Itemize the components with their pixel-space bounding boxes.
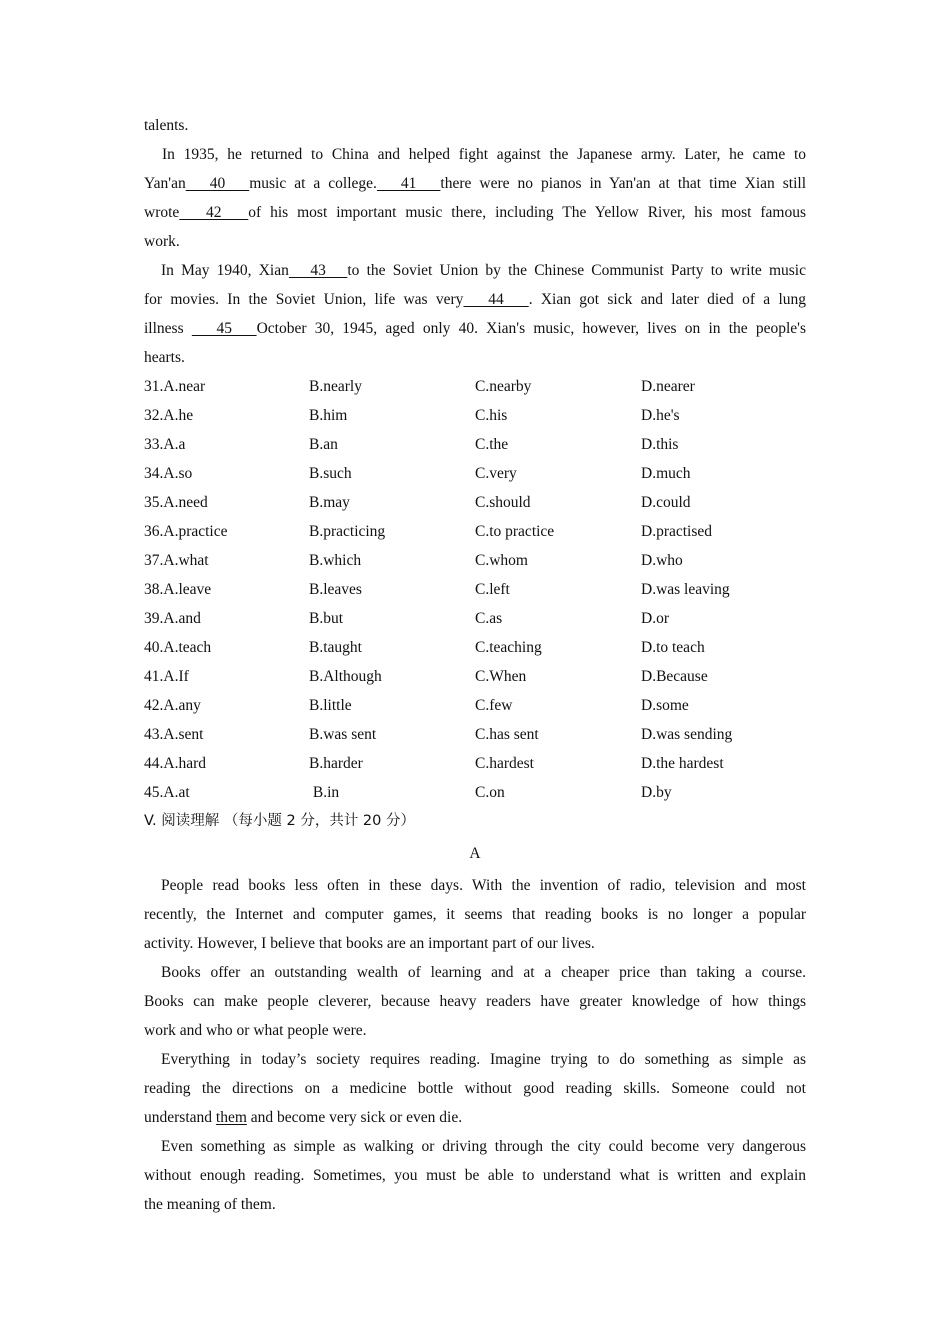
option-a: 43.A.sent bbox=[144, 726, 204, 743]
passage-line: reading the directions on a medicine bottle without good reading skills. Someone could not bbox=[144, 1080, 806, 1097]
option-a: 45.A.at bbox=[144, 784, 190, 801]
text-run: of his most important music there, including The Yellow River, his most famous bbox=[248, 204, 806, 221]
option-a: 44.A.hard bbox=[144, 755, 206, 772]
option-a: 31.A.near bbox=[144, 378, 206, 395]
option-row bbox=[144, 749, 806, 778]
passage-line: Books offer an outstanding wealth of learning and at a cheaper price than taking a course. bbox=[161, 964, 806, 981]
option-c: C.very bbox=[475, 465, 517, 482]
option-row bbox=[144, 401, 806, 430]
option-c: C.left bbox=[475, 581, 510, 598]
option-b: B.practicing bbox=[309, 523, 386, 540]
option-a: 33.A.a bbox=[144, 436, 186, 453]
option-b: B.an bbox=[309, 436, 338, 453]
passage-line: People read books less often in these days. With the invention of radio, television and most bbox=[161, 877, 806, 894]
text-run: wrote bbox=[144, 204, 180, 221]
passage-line bbox=[144, 285, 806, 314]
option-c: C.has sent bbox=[475, 726, 539, 743]
blank-42: 42 bbox=[179, 204, 249, 221]
option-d: D.Because bbox=[641, 668, 708, 685]
passage-label: A bbox=[469, 845, 481, 862]
option-d: D.this bbox=[641, 436, 679, 453]
text-run: music at a college. bbox=[249, 175, 377, 192]
option-c: C.to practice bbox=[475, 523, 555, 540]
option-row bbox=[144, 546, 806, 575]
text-run: understand bbox=[144, 1109, 216, 1126]
option-c: C.as bbox=[475, 610, 503, 627]
option-b: B.in bbox=[309, 784, 340, 801]
passage-line: activity. However, I believe that books are an important part of our lives. bbox=[144, 935, 595, 952]
text-run: October 30, 1945, aged only 40. Xian's music, however, lives on in the people's bbox=[256, 320, 807, 337]
option-row bbox=[144, 778, 806, 807]
option-a: 40.A.teach bbox=[144, 639, 212, 656]
option-b: B.harder bbox=[309, 755, 363, 772]
option-d: D.to teach bbox=[641, 639, 705, 656]
passage-line bbox=[144, 314, 806, 343]
option-b: B.leaves bbox=[309, 581, 362, 598]
text-run: to the Soviet Union by the Chinese Communist Party to write music bbox=[347, 262, 806, 279]
passage-line: talents. bbox=[144, 117, 189, 134]
option-row bbox=[144, 575, 806, 604]
option-c: C.should bbox=[475, 494, 531, 511]
option-b: B.Although bbox=[309, 668, 382, 685]
passage-line: work and who or what people were. bbox=[144, 1022, 367, 1039]
option-c: C.his bbox=[475, 407, 508, 424]
passage-line: Even something as simple as walking or driving through the city could become very dangerous bbox=[161, 1138, 806, 1155]
option-d: D.by bbox=[641, 784, 672, 801]
passage-line: recently, the Internet and computer games, it seems that reading books is no longer a popular bbox=[144, 906, 806, 923]
text-run: there were no pianos in Yan'an at that time Xian still bbox=[440, 175, 807, 192]
passage-line: hearts. bbox=[144, 349, 185, 366]
option-b: B.taught bbox=[309, 639, 362, 656]
text-run: and become very sick or even die. bbox=[246, 1109, 463, 1126]
option-b: B.was sent bbox=[309, 726, 377, 743]
passage-line: Books can make people cleverer, because heavy readers have greater knowledge of how things bbox=[144, 993, 806, 1010]
option-c: C.whom bbox=[475, 552, 528, 569]
passage-line: without enough reading. Sometimes, you must be able to understand what is written and explain bbox=[144, 1167, 806, 1184]
option-d: D.the hardest bbox=[641, 755, 724, 772]
text-run: illness bbox=[144, 320, 192, 337]
option-a: 37.A.what bbox=[144, 552, 209, 569]
option-row bbox=[144, 372, 806, 401]
option-d: D.was leaving bbox=[641, 581, 730, 598]
option-d: D.much bbox=[641, 465, 691, 482]
blank-44: 44 bbox=[463, 291, 529, 308]
section-heading: V. 阅读理解 （每小题 2 分，共计 20 分） bbox=[144, 813, 415, 829]
passage-line: work. bbox=[144, 233, 180, 250]
option-c: C.the bbox=[475, 436, 509, 453]
document-content bbox=[144, 111, 806, 1219]
text-run: Yan'an bbox=[144, 175, 186, 192]
option-d: D.he's bbox=[641, 407, 680, 424]
options-list bbox=[144, 372, 806, 807]
passage-line bbox=[144, 169, 806, 198]
passage-line: Everything in today’s society requires reading. Imagine trying to do something as simple as bbox=[161, 1051, 806, 1068]
option-row bbox=[144, 459, 806, 488]
option-d: D.could bbox=[641, 494, 691, 511]
option-row bbox=[144, 604, 806, 633]
passage-line: In 1935, he returned to China and helped fight against the Japanese army. Later, he came to bbox=[162, 146, 806, 163]
option-b: B.which bbox=[309, 552, 362, 569]
option-a: 35.A.need bbox=[144, 494, 208, 511]
option-a: 36.A.practice bbox=[144, 523, 228, 540]
option-b: B.may bbox=[309, 494, 350, 511]
option-a: 39.A.and bbox=[144, 610, 201, 627]
option-d: D.was sending bbox=[641, 726, 733, 743]
option-d: D.practised bbox=[641, 523, 713, 540]
option-c: C.teaching bbox=[475, 639, 542, 656]
option-c: C.few bbox=[475, 697, 513, 714]
blank-45: 45 bbox=[191, 320, 257, 337]
blank-40: 40 bbox=[185, 175, 250, 192]
option-c: C.nearby bbox=[475, 378, 532, 395]
underlined-word: them bbox=[215, 1109, 247, 1126]
option-a: 32.A.he bbox=[144, 407, 194, 424]
option-c: C.hardest bbox=[475, 755, 534, 772]
blank-43: 43 bbox=[288, 262, 348, 279]
option-c: C.on bbox=[475, 784, 505, 801]
option-d: D.nearer bbox=[641, 378, 695, 395]
passage-line bbox=[144, 1103, 806, 1132]
option-d: D.or bbox=[641, 610, 669, 627]
option-row bbox=[144, 517, 806, 546]
option-d: D.some bbox=[641, 697, 689, 714]
option-c: C.When bbox=[475, 668, 527, 685]
option-b: B.nearly bbox=[309, 378, 362, 395]
text-run: for movies. In the Soviet Union, life was very bbox=[144, 291, 464, 308]
option-b: B.him bbox=[309, 407, 348, 424]
option-b: B.such bbox=[309, 465, 352, 482]
passage-line bbox=[144, 198, 806, 227]
text-run: In May 1940, Xian bbox=[161, 262, 289, 279]
option-a: 34.A.so bbox=[144, 465, 193, 482]
option-b: B.little bbox=[309, 697, 352, 714]
option-a: 41.A.If bbox=[144, 668, 189, 685]
option-row bbox=[144, 662, 806, 691]
passage-line bbox=[144, 256, 806, 285]
option-row bbox=[144, 691, 806, 720]
option-a: 42.A.any bbox=[144, 697, 201, 714]
option-b: B.but bbox=[309, 610, 344, 627]
passage-line: the meaning of them. bbox=[144, 1196, 276, 1213]
option-row bbox=[144, 430, 806, 459]
option-row bbox=[144, 633, 806, 662]
text-run: . Xian got sick and later died of a lung bbox=[528, 291, 807, 308]
option-row bbox=[144, 720, 806, 749]
blank-41: 41 bbox=[376, 175, 441, 192]
option-d: D.who bbox=[641, 552, 683, 569]
option-row bbox=[144, 488, 806, 517]
option-a: 38.A.leave bbox=[144, 581, 212, 598]
